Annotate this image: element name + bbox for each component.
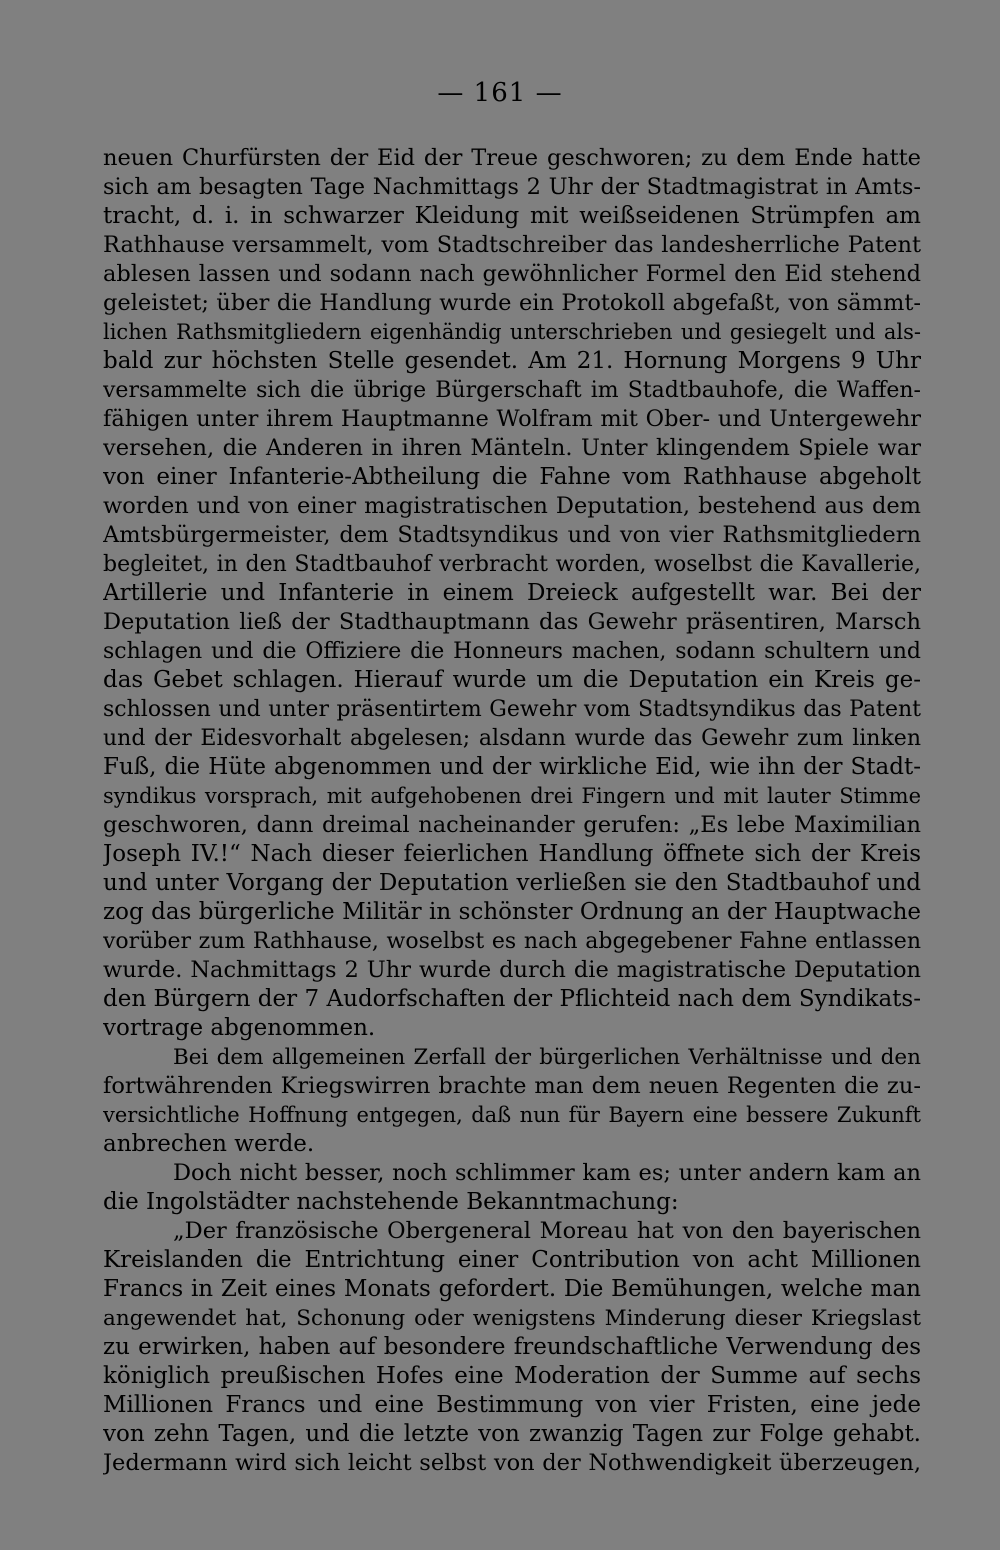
- text-line: Joseph IV.!“ Nach dieser feierlichen Handlung öffnete sich der Kreis: [103, 841, 921, 867]
- text-line: Bei dem allgemeinen Zerfall der bürgerlichen Verhältnisse und den: [173, 1045, 921, 1070]
- text-line: Deputation ließ der Stadthauptmann das Gewehr präsentiren, Marsch: [103, 609, 921, 635]
- text-line: Francs in Zeit eines Monats gefordert. Die Bemühungen, welche man: [103, 1276, 921, 1302]
- text-line: vortrage abgenommen.: [103, 1015, 376, 1041]
- text-line: und der Eidesvorhalt abgelesen; alsdann wurde das Gewehr zum linken: [103, 726, 921, 751]
- text-line: schlagen und die Offiziere die Honneurs machen, sodann schultern und: [103, 639, 921, 664]
- text-line: sich am besagten Tage Nachmittags 2 Uhr der Stadtmagistrat in Amts-: [103, 174, 921, 200]
- text-line: „Der französische Obergeneral Moreau hat von den bayerischen: [173, 1218, 921, 1244]
- text-line: Kreislanden die Entrichtung einer Contribution von acht Millionen: [103, 1247, 921, 1273]
- text-line: worden und von einer magistratischen Deputation, bestehend aus dem: [103, 493, 921, 519]
- text-line: bald zur höchsten Stelle gesendet. Am 21. Hornung Morgens 9 Uhr: [103, 348, 921, 374]
- text-line: vorüber zum Rathhause, woselbst es nach abgegebener Fahne entlassen: [103, 929, 921, 954]
- text-line: die Ingolstädter nachstehende Bekanntmachung:: [103, 1189, 679, 1215]
- text-line: lichen Rathsmitgliedern eigenhändig unterschrieben und gesiegelt und als-: [103, 320, 921, 344]
- text-line: wurde. Nachmittags 2 Uhr wurde durch die magistratische Deputation: [103, 957, 921, 983]
- text-line: das Gebet schlagen. Hierauf wurde um die Deputation ein Kreis ge-: [103, 667, 921, 693]
- text-line: Artillerie und Infanterie in einem Dreieck aufgestellt war. Bei der: [103, 580, 921, 606]
- text-line: begleitet, in den Stadtbauhof verbracht worden, woselbst die Kavallerie,: [103, 552, 921, 577]
- text-line: versehen, die Anderen in ihren Mänteln. Unter klingendem Spiele war: [103, 435, 921, 461]
- text-line: geleistet; über die Handlung wurde ein Protokoll abgefaßt, von sämmt-: [103, 290, 921, 316]
- text-line: geschworen, dann dreimal nacheinander gerufen: „Es lebe Maximilian: [103, 812, 921, 838]
- text-line: und unter Vorgang der Deputation verließen sie den Stadtbauhof und: [103, 870, 921, 896]
- text-line: versichtliche Hoffnung entgegen, daß nun für Bayern eine bessere Zukunft: [103, 1103, 921, 1127]
- text-line: zog das bürgerliche Militär in schönster Ordnung an der Hauptwache: [103, 899, 921, 925]
- text-line: königlich preußischen Hofes eine Moderation der Summe auf sechs: [103, 1363, 921, 1389]
- text-line: angewendet hat, Schonung oder wenigstens Minderung dieser Kriegslast: [103, 1306, 921, 1331]
- text-line: Fuß, die Hüte abgenommen und der wirkliche Eid, wie ihn der Stadt-: [103, 754, 921, 780]
- text-line: fähigen unter ihrem Hauptmanne Wolfram mit Ober- und Untergewehr: [103, 406, 921, 432]
- text-line: von einer Infanterie-Abtheilung die Fahne vom Rathhause abgeholt: [103, 464, 921, 490]
- text-line: schlossen und unter präsentirtem Gewehr vom Stadtsyndikus das Patent: [103, 697, 921, 722]
- text-line: ablesen lassen und sodann nach gewöhnlicher Formel den Eid stehend: [103, 261, 921, 287]
- text-line: Millionen Francs und eine Bestimmung von vier Fristen, eine jede: [103, 1392, 921, 1418]
- text-line: syndikus vorsprach, mit aufgehobenen drei Fingern und mit lauter Stimme: [103, 784, 921, 808]
- text-line: neuen Churfürsten der Eid der Treue geschworen; zu dem Ende hatte: [103, 145, 921, 171]
- text-line: tracht, d. i. in schwarzer Kleidung mit weißseidenen Strümpfen am: [103, 203, 921, 229]
- text-line: fortwährenden Kriegswirren brachte man dem neuen Regenten die zu-: [103, 1073, 921, 1099]
- text-line: zu erwirken, haben auf besondere freundschaftliche Verwendung des: [103, 1334, 921, 1360]
- body-text: [103, 144, 921, 1478]
- text-line: Rathhause versammelt, vom Stadtschreiber das landesherrliche Patent: [103, 232, 921, 258]
- text-line: Amtsbürgermeister, dem Stadtsyndikus und von vier Rathsmitgliedern: [103, 522, 921, 548]
- page-number: — 161 —: [437, 78, 563, 108]
- text-line: den Bürgern der 7 Audorfschaften der Pflichteid nach dem Syndikats-: [103, 986, 921, 1012]
- text-line: von zehn Tagen, und die letzte von zwanzig Tagen zur Folge gehabt.: [103, 1421, 921, 1447]
- text-line: versammelte sich die übrige Bürgerschaft im Stadtbauhofe, die Waffen-: [103, 378, 921, 403]
- text-line: Jedermann wird sich leicht selbst von der Nothwendigkeit überzeugen,: [103, 1450, 921, 1476]
- text-line: anbrechen werde.: [103, 1131, 315, 1157]
- text-line: Doch nicht besser, noch schlimmer kam es; unter andern kam an: [173, 1160, 921, 1186]
